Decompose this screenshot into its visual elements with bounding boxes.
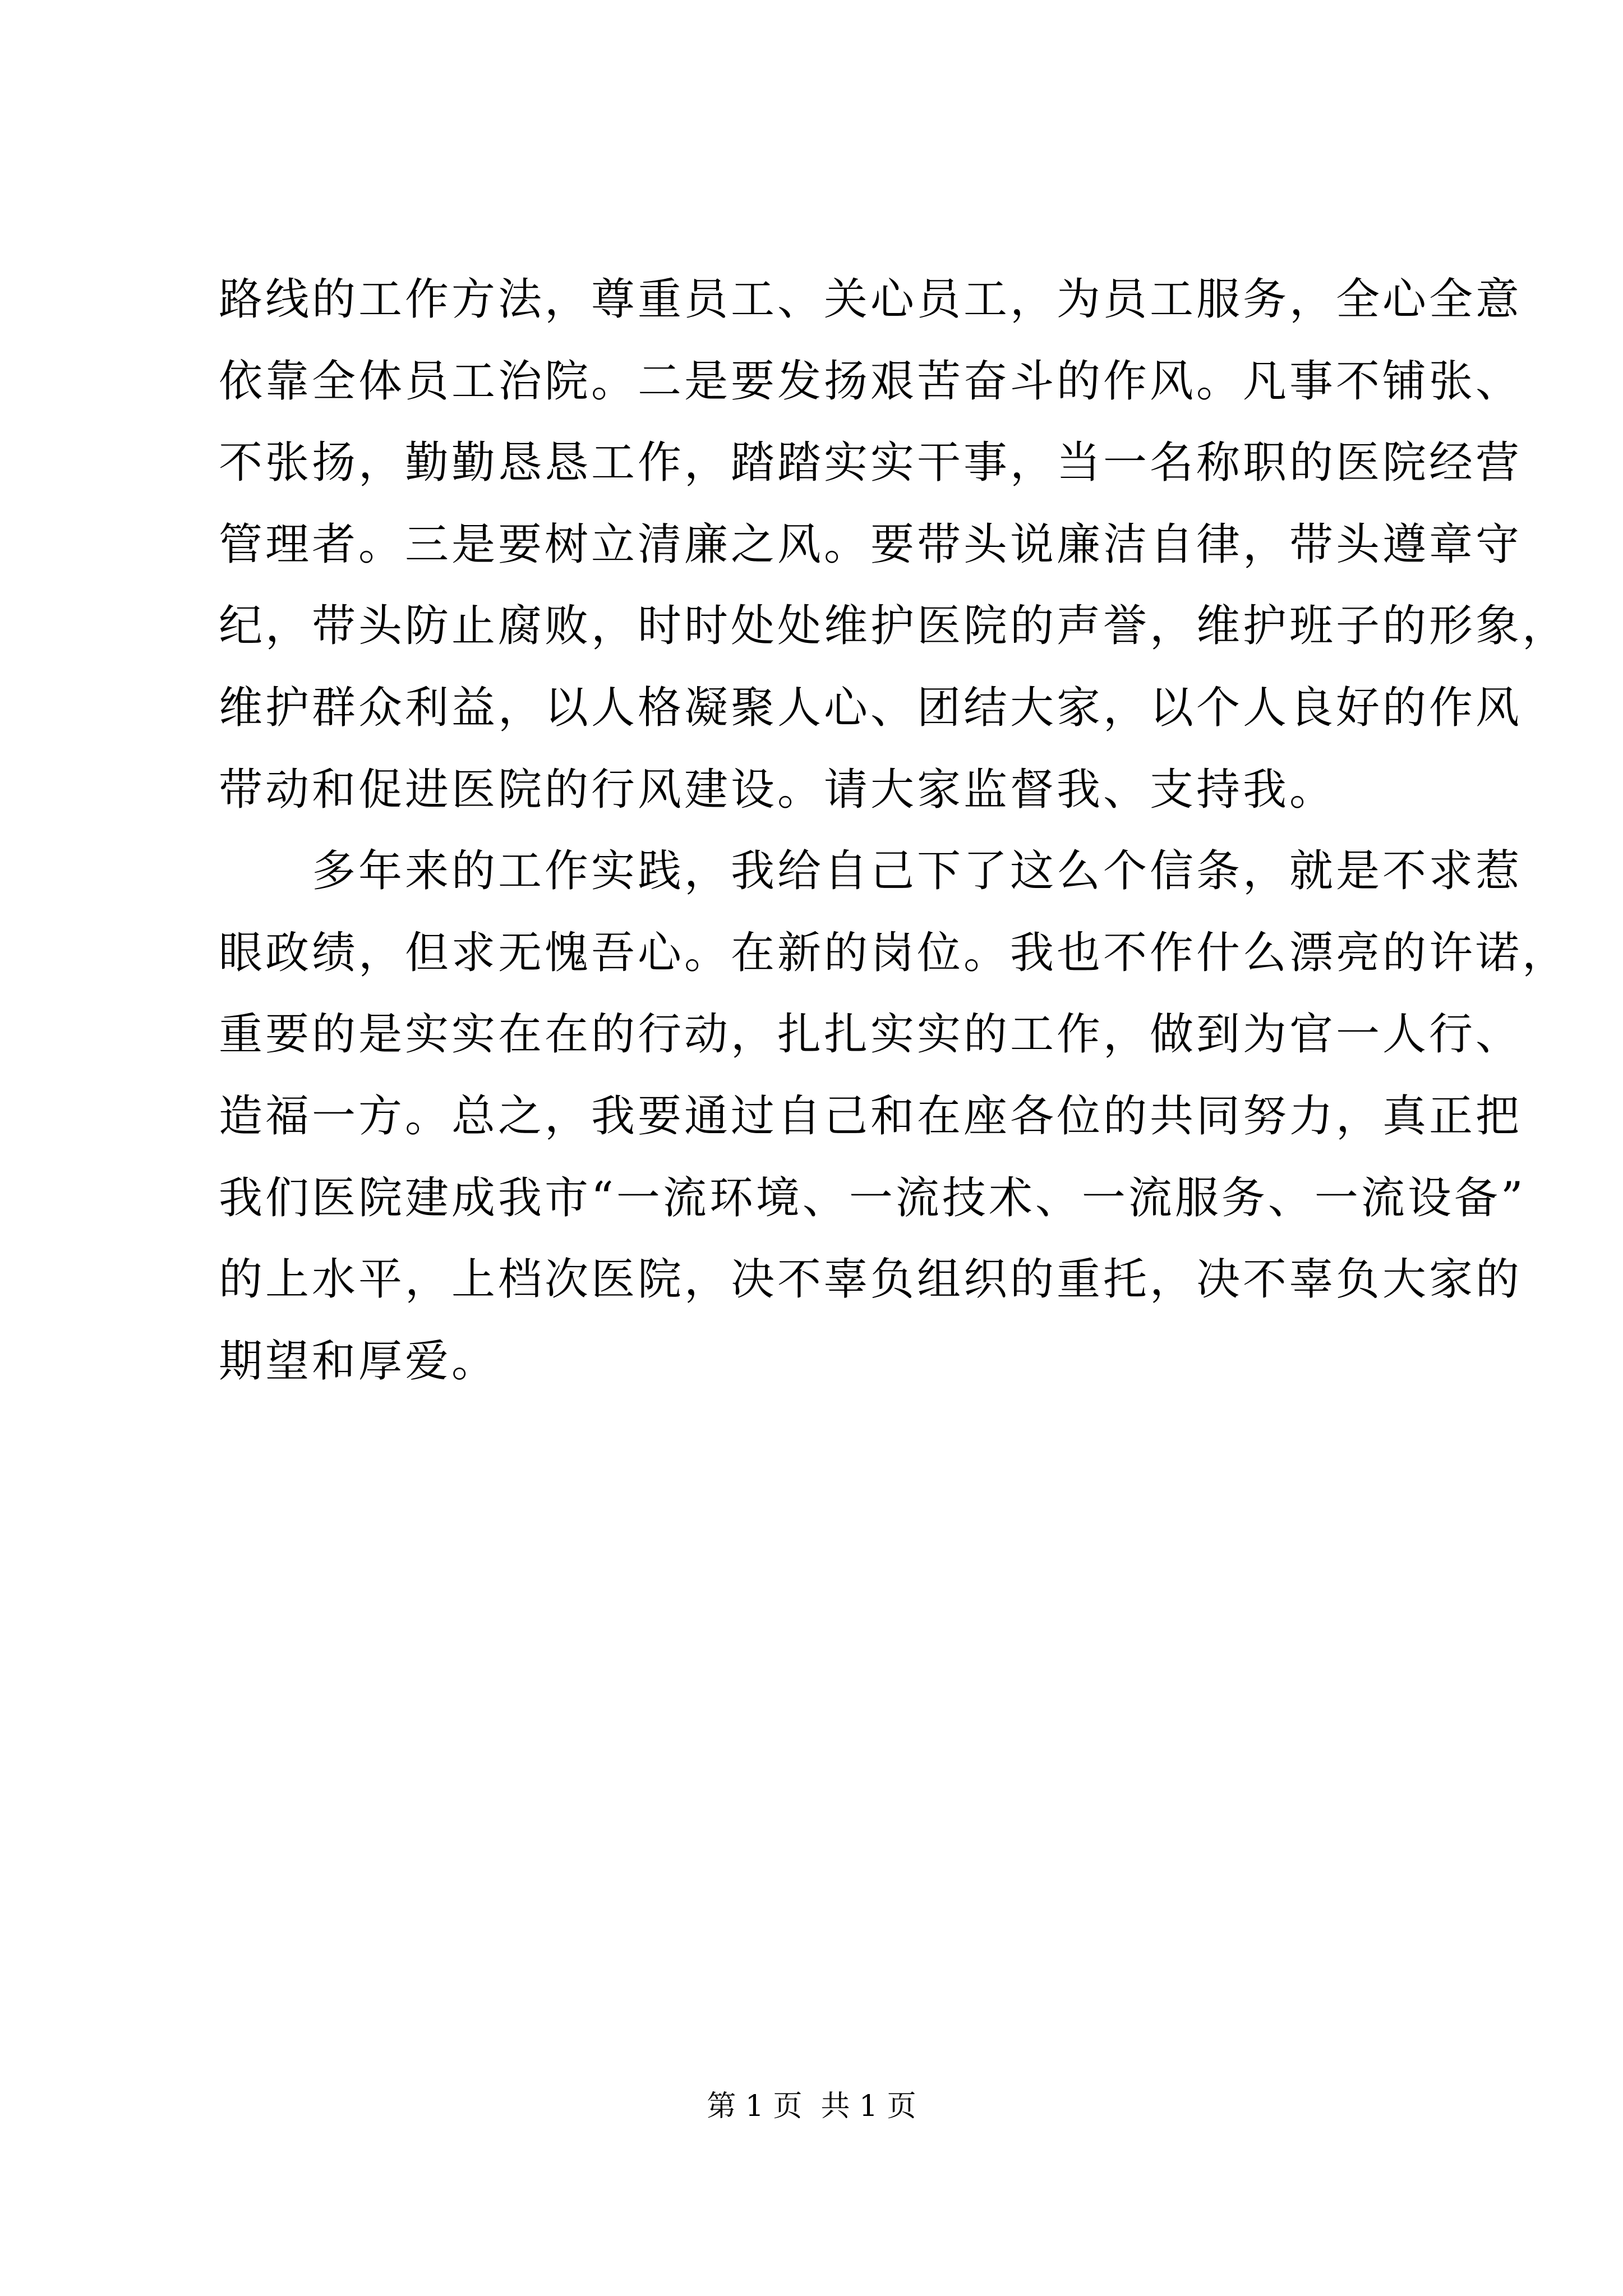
text-line: 期望和厚爱。: [219, 1336, 499, 1387]
text-line: 的上水平，上档次医院，决不辜负组织的重托，决不辜负大家的: [219, 1254, 1523, 1305]
page-number-footer: 第 1 页 共 1 页: [707, 2090, 916, 2123]
text-line: 管理者。三是要树立清廉之风。要带头说廉洁自律，带头遵章守: [219, 519, 1523, 570]
text-line: 依靠全体员工治院。二是要发扬艰苦奋斗的作风。凡事不铺张、: [219, 356, 1523, 407]
text-line: 路线的工作方法，尊重员工、关心员工，为员工服务，全心全意: [219, 274, 1523, 325]
text-line: 重要的是实实在在的行动，扎扎实实的工作，做到为官一人行、: [219, 1009, 1523, 1060]
text-line: 维护群众利益，以人格凝聚人心、团结大家，以个人良好的作风: [219, 682, 1523, 733]
text-line: 带动和促进医院的行风建设。请大家监督我、支持我。: [219, 764, 1336, 815]
text-line: 不张扬，勤勤恳恳工作，踏踏实实干事，当一名称职的医院经营: [219, 438, 1523, 489]
text-line: 纪，带头防止腐败，时时处处维护医院的声誉，维护班子的形象，: [219, 601, 1569, 652]
text-line: 我们医院建成我市“一流环境、一流技术、一流服务、一流设备”: [219, 1172, 1526, 1223]
text-line: 造福一方。总之，我要通过自己和在座各位的共同努力，真正把: [219, 1091, 1523, 1142]
text-line: 眼政绩，但求无愧吾心。在新的岗位。我也不作什么漂亮的许诺，: [219, 927, 1569, 978]
paragraph-start-line: 多年来的工作实践，我给自己下了这么个信条，就是不求惹: [312, 846, 1523, 897]
document-body: [219, 259, 1569, 1402]
